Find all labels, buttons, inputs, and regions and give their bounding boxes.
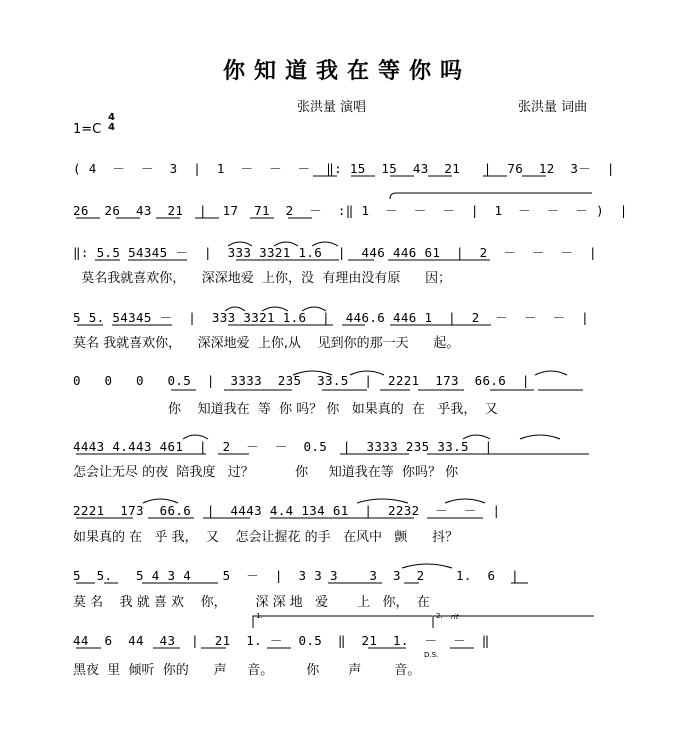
notation-line-7: 2221 173 66.6 | 4443 4.4 134 61 | 2232 － － | [73, 503, 501, 518]
composer-credit: 张洪量 词曲 [518, 100, 588, 115]
notation-line-9: 44 6 44 43 | 21 1. － 0.5 ‖ 21 1. － － ‖ [73, 633, 490, 648]
slur [225, 307, 326, 311]
lyric-line-9: 黑夜 里 倾听 你的 声 音。 你 声 音。 [73, 663, 421, 678]
notation-line-4: 5 5. 54345 － | 333 3321 1.6 | 446.6 446 1 | 2 － － － | [73, 310, 590, 325]
repeat-volta-bracket [390, 193, 592, 199]
key-signature: 1=C [73, 122, 102, 137]
lyric-line-8: 莫 名 我 就 喜 欢 你， 深 深 地 爱 上 你， 在 [73, 595, 430, 610]
notation-line-2: 26 26 43 21 | 17 71 2 － :‖ 1 － － － | 1 － － － ) | [73, 203, 628, 218]
lyric-line-6: 怎会让无尽 的夜 陪我度 过？ 你 知道我在等 你吗？ 你 [73, 465, 459, 480]
song-title: 你知道我在等你吗 [222, 58, 471, 84]
time-signature-top: 4 [108, 112, 115, 123]
time-signature-bottom: 4 [108, 122, 115, 133]
slur [143, 499, 485, 503]
ds-mark: D.S. [424, 651, 439, 659]
slur [293, 371, 567, 375]
singer-credit: 张洪量 演唱 [297, 100, 367, 115]
slur [228, 242, 338, 246]
notation-line-8: 5 5. 5 4 3 4 5 － | 3 3 3 3 3 2 1. 6 | [73, 568, 520, 583]
notation-line-3: ‖: 5.5 54345 － | 333 3321 1.6 | 446 446 61 | 2 － － － | [73, 245, 597, 260]
lyric-line-3: 莫名我就喜欢你， 深深地爱 上你，没 有理由没有原 因； [73, 271, 452, 286]
notation-line-1: ( 4 － － 3 | 1 － － － ‖: 15 15 43 21 | 76 12 3－ | [73, 161, 615, 176]
rit-mark: rit [451, 613, 459, 621]
lyric-line-4: 莫名 我就喜欢你， 深深地爱 上你,从 见到你的那一天 起。 [73, 336, 460, 351]
volta-2-label: 2. [436, 612, 443, 620]
notation-line-5: 0 0 0 0.5 | 3333 235 33.5 | 2221 173 66.6 | [73, 373, 530, 388]
lyric-line-7: 如果真的 在 乎 我， 又 怎会让握花 的手 在风中 颤 抖？ [73, 530, 459, 545]
volta-bracket [253, 616, 594, 628]
lyric-line-5: 你 知道我在 等 你 吗？ 你 如果真的 在 乎我， 又 [73, 402, 498, 417]
slur [183, 435, 560, 439]
slur [402, 564, 452, 568]
volta-1-label: 1. [256, 612, 263, 620]
notation-line-6: 4443 4.443 461 | 2 － － 0.5 | 3333 235 33.5 | [73, 439, 493, 454]
